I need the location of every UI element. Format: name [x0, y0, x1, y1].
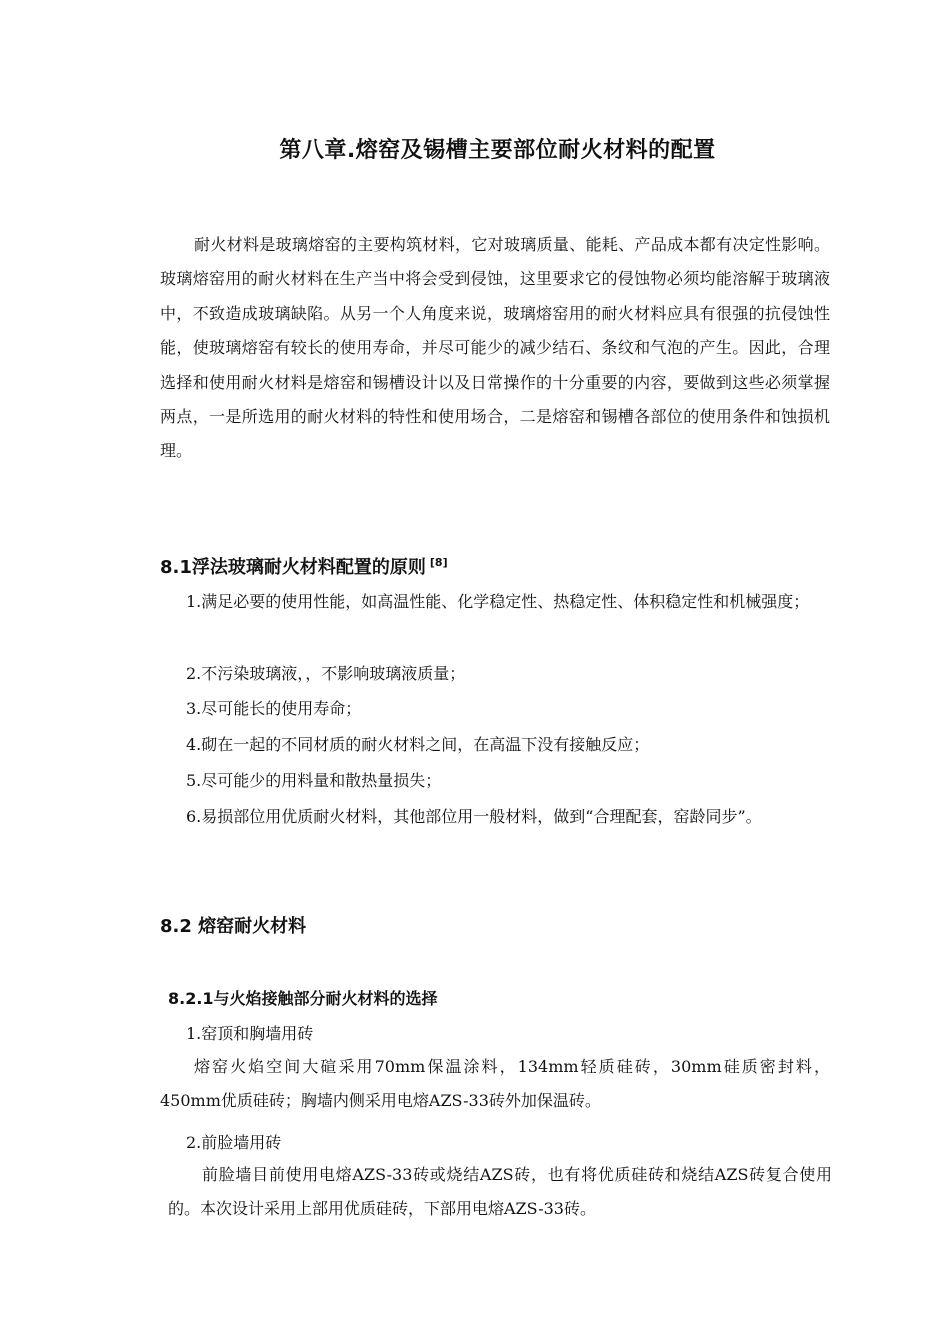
- subsection-8-2-1-heading: 8.2.1与火焰接触部分耐火材料的选择: [168, 989, 438, 1008]
- principle-item-6: 6.易损部位用优质耐火材料，其他部位用一般材料，做到“合理配套，窑龄同步”。: [186, 807, 762, 826]
- principle-item-4: 4.砌在一起的不同材质的耐火材料之间，在高温下没有接触反应；: [186, 735, 650, 754]
- chapter-title: 第八章.熔窑及锡槽主要部位耐火材料的配置: [279, 137, 716, 163]
- principle-item-1: 1.满足必要的使用性能，如高温性能、化学稳定性、热稳定性、体积稳定性和机械强度；: [186, 592, 810, 611]
- principle-item-2: 2.不污染玻璃液，，不影响玻璃液质量；: [186, 664, 466, 683]
- item-2-text: 前脸墙目前使用电熔AZS-33砖或烧结AZS砖，也有将优质硅砖和烧结AZS砖复合使用的。本次设计采用上部用优质硅砖，下部用电熔AZS-33砖。: [168, 1165, 832, 1219]
- item-1-title: 1.窑顶和胸墙用砖: [186, 1024, 314, 1043]
- section-8-1-title: 8.1浮法玻璃耐火材料配置的原则: [160, 557, 426, 578]
- section-8-2-heading: 8.2 熔窑耐火材料: [160, 916, 307, 937]
- section-8-1-heading: [160, 553, 448, 579]
- citation-ref: [8]: [429, 556, 448, 569]
- principle-item-3: 3.尽可能长的使用寿命；: [186, 699, 362, 718]
- intro-paragraph: 耐火材料是玻璃熔窑的主要构筑材料，它对玻璃质量、能耗、产品成本都有决定性影响。玻璃熔窑用的耐火材料在生产当中将会受到侵蚀，这里要求它的侵蚀物必须均能溶解于玻璃液中，不致造成玻璃缺陷。从另一个人角度来说，玻璃熔窑用的耐火材料应具有很强的抗侵蚀性能，使玻璃熔窑有较长的使用寿命，并尽可能少的减少结石、条纹和气泡的产生。因此，合理选择和使用耐火材料是熔窑和锡槽设计以及日常操作的十分重要的内容，要做到这些必须掌握两点，一是所选用的耐火材料的特性和使用场合，二是熔窑和锡槽各部位的使用条件和蚀损机理。: [160, 235, 830, 461]
- item-2-title: 2.前脸墙用砖: [186, 1133, 282, 1152]
- item-1-text: 熔窑火焰空间大碹采用70mm保温涂料，134mm轻质硅砖，30mm硅质密封料，450mm优质硅砖；胸墙内侧采用电熔AZS-33砖外加保温砖。: [160, 1057, 830, 1111]
- principle-item-5: 5.尽可能少的用料量和散热量损失；: [186, 771, 442, 790]
